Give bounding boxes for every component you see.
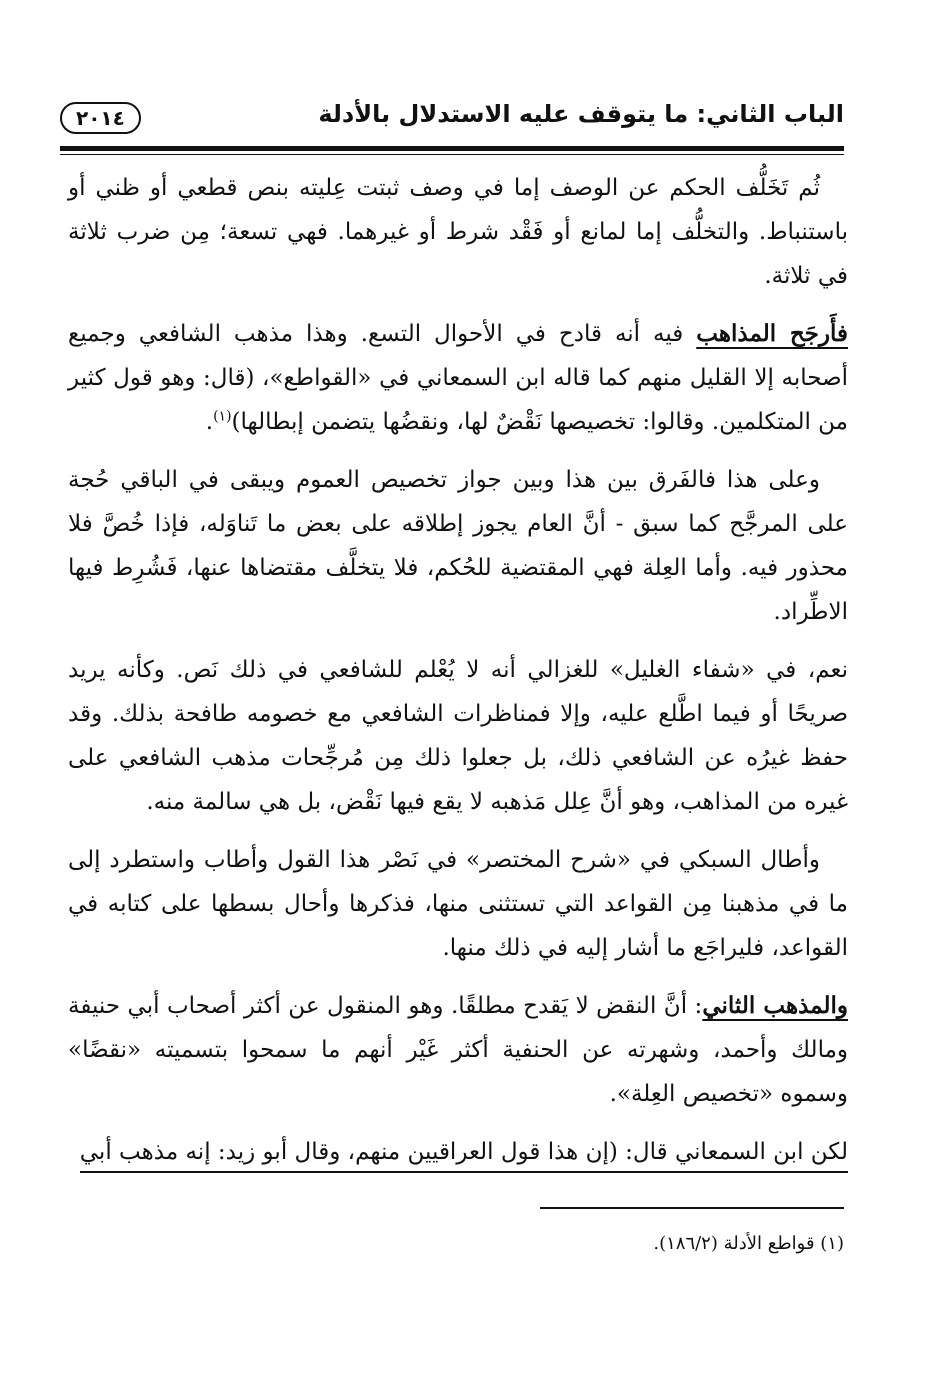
paragraph: فأَرجَح المذاهب فيه أنه قادح في الأحوال التسع. وهذا مذهب الشافعي وجميع أصحابه إلا القليل منهم كما قاله ابن السمعاني في «القواطع»، (قال: وهو قول كثير من المتكلمين. وقالوا: تخصيصها نَقْضٌ لها، ونقضُها يتضمن إبطالها)$^{(١)}$. — [68, 320, 848, 435]
paragraph-text: وأطال السبكي في «شرح المختصر» في نَصْر هذا القول وأطاب واستطرد إلى ما في مذهبنا مِن القواعد التي تستثنى منها، فذكرها وأحال بسطها على كتابه في القواعد، فليراجَع ما أشار إليه في ذلك منها. — [68, 847, 848, 961]
paragraph — [68, 458, 848, 634]
paragraph — [68, 166, 848, 298]
chapter-title: الباب الثاني: ما يتوقف عليه الاستدلال بالأدلة — [318, 100, 844, 128]
paragraph-text: : أنَّ النقض لا يَقدح مطلقًا. وهو المنقول عن أكثر أصحاب أبي حنيفة ومالك وأحمد، وشهرته عن الحنفية أكثر غَيْر أنهم ما سمحوا بتسميته «نقضًا» وسموه «تخصيص العِلة». — [68, 993, 848, 1107]
running-header — [60, 96, 844, 146]
paragraph-text: لكن ابن السمعاني قال: (إن هذا قول العراقيين منهم، وقال أبو زيد: إنه مذهب أبي — [80, 1139, 848, 1173]
main-text — [68, 166, 848, 1188]
paragraph — [68, 838, 848, 970]
section-term: والمذهب الثاني — [702, 992, 848, 1019]
paragraph-text: نعم، في «شفاء الغليل» للغزالي أنه لا يُعْلم للشافعي في ذلك نَص. وكأنه يريد صريحًا أو فيما اطَّلع عليه، وإلا فمناظرات الشافعي مع خصومه طافحة بذلك. وقد حفظ غيرُه عن الشافعي ذلك، بل جعلوا ذلك مِن مُرجِّحات مذهب الشافعي على غيره من المذاهب، وهو أنَّ عِلل مَذهبه لا يقع فيها نَقْض، بل هي سالمة منه. — [68, 657, 848, 815]
paragraph-text: فيه أنه قادح في الأحوال التسع. وهذا مذهب الشافعي وجميع أصحابه إلا القليل منهم كما قاله ابن السمعاني في «القواطع»، (قال: وهو قول كثير من المتكلمين. وقالوا: تخصيصها نَقْضٌ لها، ونقضُها يتضمن إبطالها) — [68, 321, 848, 435]
footnote: (١) قواطع الأدلة (١٨٦/٢). — [653, 1233, 844, 1254]
paragraph — [68, 984, 848, 1116]
paragraph-text: ثُم تَخَلُّف الحكم عن الوصف إما في وصف ثبتت عِليته بنص قطعي أو ظني أو باستنباط. والتخلُّف إما لمانع أو فَقْد شرط أو غيرهما. فهي تسعة؛ مِن ضرب ثلاثة في ثلاثة. — [68, 175, 848, 289]
footnote-reference: (١) — [213, 408, 232, 425]
paragraph — [68, 648, 848, 824]
footnote-separator — [540, 1207, 844, 1209]
paragraph — [68, 1130, 848, 1174]
paragraph-text: وعلى هذا فالفَرق بين هذا وبين جواز تخصيص العموم ويبقى في الباقي حُجة على المرجَّح كما سبق - أنَّ العام يجوز إطلاقه على بعض ما تَناوَله، فإذا خُصَّ فلا محذور فيه. وأما العِلة فهي المقتضية للحُكم، فلا يتخلَّف مقتضاها عنها، فَشُرِط فيها الاطِّراد. — [68, 467, 848, 625]
page-number: ٢٠١٤ — [60, 102, 141, 134]
section-term: فأَرجَح المذاهب — [696, 320, 848, 347]
header-rule-thin — [60, 154, 844, 155]
header-rule-thick — [60, 146, 844, 151]
